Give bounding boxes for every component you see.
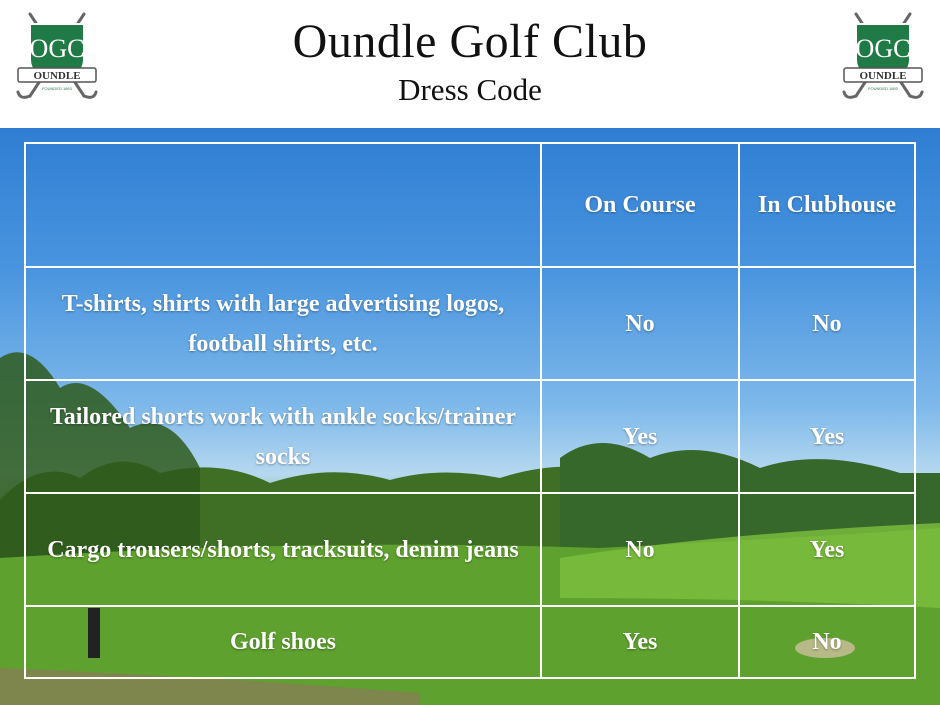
header-cell-in-clubhouse: In Clubhouse <box>739 143 915 267</box>
logo-monogram: OGC <box>29 34 85 63</box>
logo-banner-text: OUNDLE <box>859 70 907 82</box>
table-row <box>25 267 915 380</box>
dress-code-table <box>24 142 916 679</box>
in-clubhouse-cell: Yes <box>739 380 915 493</box>
in-clubhouse-cell: No <box>739 267 915 380</box>
page-title: Oundle Golf Club <box>292 15 648 68</box>
club-logo-right <box>838 10 928 106</box>
page-subtitle: Dress Code <box>398 72 542 107</box>
table-row <box>25 606 915 678</box>
on-course-cell: Yes <box>541 380 739 493</box>
header-cell-on-course: On Course <box>541 143 739 267</box>
logo-founded-text: FOUNDED 1893 <box>868 86 898 91</box>
logo-banner-text: OUNDLE <box>33 70 81 82</box>
item-cell: Tailored shorts work with ankle socks/trainer socks <box>25 380 541 493</box>
item-cell: T-shirts, shirts with large advertising logos, football shirts, etc. <box>25 267 541 380</box>
table-row <box>25 380 915 493</box>
header-cell-empty <box>25 143 541 267</box>
on-course-cell: Yes <box>541 606 739 678</box>
header <box>0 0 940 128</box>
in-clubhouse-cell: Yes <box>739 493 915 606</box>
on-course-cell: No <box>541 267 739 380</box>
table-header-row <box>25 143 915 267</box>
on-course-cell: No <box>541 493 739 606</box>
logo-founded-text: FOUNDED 1893 <box>42 86 72 91</box>
item-cell: Cargo trousers/shorts, tracksuits, denim jeans <box>25 493 541 606</box>
in-clubhouse-cell: No <box>739 606 915 678</box>
logo-monogram: OGC <box>855 34 911 63</box>
table-row <box>25 493 915 606</box>
item-cell: Golf shoes <box>25 606 541 678</box>
